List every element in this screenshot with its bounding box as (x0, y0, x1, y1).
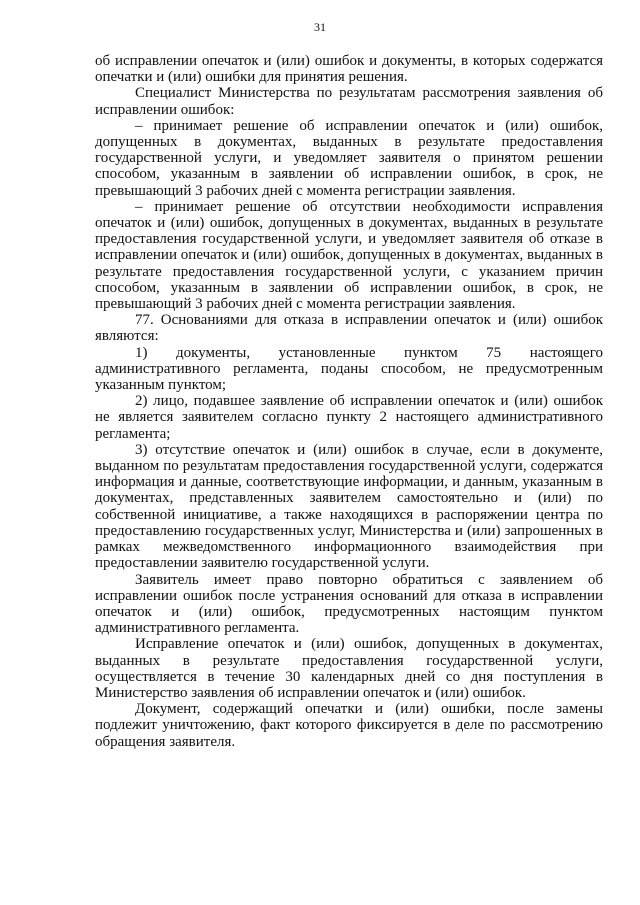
paragraph-decision-refusal: – принимает решение об отсутствии необходимости исправления опечаток и (или) ошибок, допущенных в документах, выданных в результате предоставления государственной услуги, и уведомляет заявителя об отказе в исправлении опечаток и (или) ошибок, допущенных в документах, выданных в результате предоставления государственной услуги, с указанием причин способом, указанным в заявлении об исправлении ошибок, в срок, не превышающий 3 рабочих дней с момента регистрации заявления. (95, 198, 603, 313)
page-number: 31 (314, 20, 326, 34)
document-body (95, 53, 603, 750)
paragraph-document-destruction: Документ, содержащий опечатки и (или) ошибки, после замены подлежит уничтожению, факт которого фиксируется в деле по рассмотрению обращения заявителя. (95, 701, 603, 750)
paragraph-item-77: 77. Основаниями для отказа в исправлении опечаток и (или) ошибок являются: (95, 312, 603, 345)
paragraph-subitem-2: 2) лицо, подавшее заявление об исправлении опечаток и (или) ошибок не является заявителем согласно пункту 2 настоящего административного регламента; (95, 393, 603, 442)
paragraph-correction-term: Исправление опечаток и (или) ошибок, допущенных в документах, выданных в результате предоставления государственной услуги, осуществляется в течение 30 календарных дней со дня поступления в Министерство заявления об исправлении опечаток и (или) ошибок. (95, 636, 603, 701)
paragraph-reapply-right: Заявитель имеет право повторно обратиться с заявлением об исправлении ошибок после устранения оснований для отказа в исправлении опечаток и (или) ошибок, предусмотренных настоящим пунктом административного регламента. (95, 571, 603, 637)
paragraph-subitem-1: 1) документы, установленные пунктом 75 настоящего административного регламента, поданы способом, не предусмотренным указанным пунктом; (95, 344, 603, 394)
paragraph-subitem-3: 3) отсутствие опечаток и (или) ошибок в случае, если в документе, выданном по результатам предоставления государственной услуги, содержатся информация и данные, соответствующие информации, и данным, указанным в документах, представленных заявителем самостоятельно и (или) по собственной инициативе, а также находящихся в распоряжении центра по предоставлению государственных услуг, Министерства и (или) запрошенных в рамках межведомственного информационного взаимодействия при предоставлении заявителю государственной услуги. (95, 441, 603, 572)
paragraph-continuation: об исправлении опечаток и (или) ошибок и документы, в которых содержатся опечатки и (или) ошибки для принятия решения. (95, 53, 603, 86)
paragraph-specialist: Специалист Министерства по результатам рассмотрения заявления об исправлении ошибок: (95, 85, 603, 118)
paragraph-decision-correction: – принимает решение об исправлении опечаток и (или) ошибок, допущенных в документах, выданных в результате предоставления государственной услуги, и уведомляет заявителя о принятом решении способом, указанным в заявлении об исправлении ошибок, в срок, не превышающий 3 рабочих дней с момента регистрации заявления. (95, 117, 603, 199)
